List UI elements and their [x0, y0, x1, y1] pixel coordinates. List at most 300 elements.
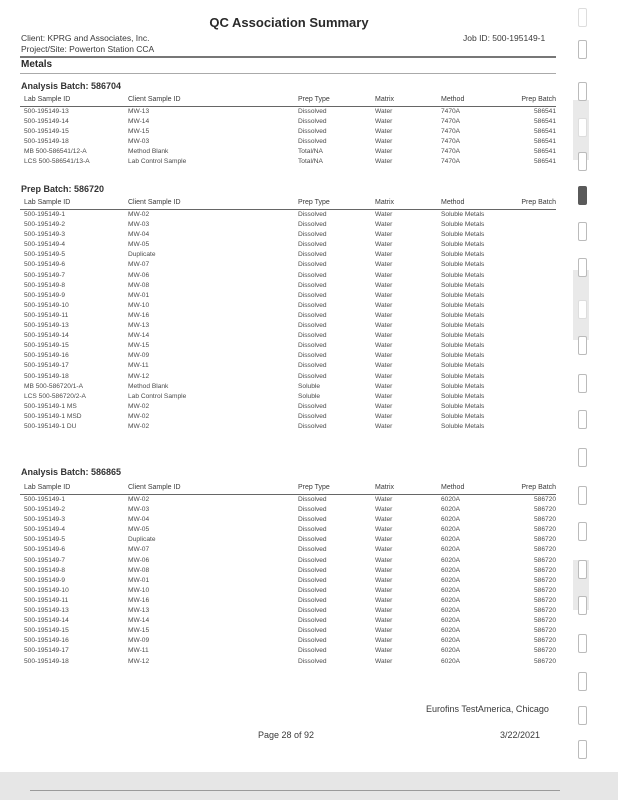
table-row	[20, 147, 556, 157]
cell-method: 7470A	[441, 158, 461, 166]
table-row	[20, 311, 556, 321]
table-row	[20, 566, 556, 576]
cell-lab-sample-id: 500-195149-8	[24, 281, 66, 289]
table-row	[20, 250, 556, 260]
cell-method: 6020A	[441, 566, 461, 574]
cell-matrix: Water	[375, 627, 393, 635]
cell-method: Soluble Metals	[441, 352, 485, 360]
section-tab[interactable]	[578, 672, 587, 691]
page-edge-line	[30, 790, 560, 791]
table-row	[20, 515, 556, 525]
cell-lab-sample-id: 500-195149-18	[24, 372, 69, 380]
section-tab[interactable]	[578, 410, 587, 429]
cell-client-sample-id: Duplicate	[128, 536, 156, 544]
cell-matrix: Water	[375, 332, 393, 340]
cell-matrix: Water	[375, 506, 393, 514]
client-name: Client: KPRG and Associates, Inc.	[21, 33, 150, 43]
cell-lab-sample-id: 500-195149-10	[24, 301, 69, 309]
cell-client-sample-id: MW-11	[128, 362, 149, 370]
column-header-client-sample-id: Client Sample ID	[128, 199, 181, 206]
cell-lab-sample-id: LCS 500-586720/2-A	[24, 392, 86, 400]
cell-client-sample-id: MW-15	[128, 128, 150, 136]
batch-table	[20, 483, 556, 667]
section-tab[interactable]	[578, 258, 587, 277]
column-header-client-sample-id: Client Sample ID	[128, 96, 181, 103]
cell-prep-type: Dissolved	[298, 231, 327, 239]
cell-matrix: Water	[375, 128, 393, 136]
cell-client-sample-id: MW-03	[128, 506, 150, 514]
cell-lab-sample-id: 500-195149-16	[24, 637, 69, 645]
cell-client-sample-id: MW-13	[128, 322, 150, 330]
cell-method: 7470A	[441, 128, 461, 136]
header-divider	[20, 56, 556, 58]
cell-prep-type: Dissolved	[298, 506, 327, 514]
cell-prep-batch: 586720	[533, 617, 556, 625]
cell-prep-type: Total/NA	[298, 158, 323, 166]
cell-client-sample-id: Lab Control Sample	[128, 158, 187, 166]
cell-lab-sample-id: 500-195149-17	[24, 647, 69, 655]
cell-matrix: Water	[375, 352, 393, 360]
table-row	[20, 525, 556, 535]
cell-matrix: Water	[375, 586, 393, 594]
cell-lab-sample-id: MB 500-586541/12-A	[24, 148, 87, 156]
cell-prep-batch: 586720	[533, 647, 556, 655]
table-row	[20, 422, 556, 432]
cell-client-sample-id: MW-01	[128, 291, 150, 299]
cell-client-sample-id: MW-13	[128, 108, 150, 115]
cell-method: 6020A	[441, 536, 461, 544]
cell-method: Soluble Metals	[441, 342, 485, 350]
cell-client-sample-id: MW-05	[128, 526, 150, 534]
cell-prep-type: Dissolved	[298, 138, 327, 146]
section-tab-strip	[573, 0, 618, 772]
cell-method: 6020A	[441, 516, 461, 524]
cell-prep-type: Dissolved	[298, 576, 327, 584]
cell-matrix: Water	[375, 556, 393, 564]
cell-client-sample-id: MW-02	[128, 402, 150, 410]
cell-method: Soluble Metals	[441, 211, 485, 218]
cell-lab-sample-id: 500-195149-7	[24, 271, 66, 279]
cell-prep-type: Soluble	[298, 392, 320, 400]
cell-method: 6020A	[441, 556, 461, 564]
cell-method: 6020A	[441, 576, 461, 584]
table-row	[20, 535, 556, 545]
table-row	[20, 291, 556, 301]
table-row	[20, 321, 556, 331]
cell-matrix: Water	[375, 647, 393, 655]
cell-client-sample-id: MW-16	[128, 311, 150, 319]
cell-method: 7470A	[441, 108, 461, 115]
cell-client-sample-id: MW-02	[128, 211, 150, 218]
cell-matrix: Water	[375, 402, 393, 410]
column-header-lab-sample-id: Lab Sample ID	[24, 484, 71, 491]
column-header-lab-sample-id: Lab Sample ID	[24, 96, 71, 103]
cell-matrix: Water	[375, 566, 393, 574]
cell-prep-batch: 586720	[533, 607, 556, 615]
cell-client-sample-id: MW-08	[128, 281, 150, 289]
cell-matrix: Water	[375, 322, 393, 330]
table-row	[20, 281, 556, 291]
cell-prep-type: Dissolved	[298, 627, 327, 635]
cell-prep-batch: 586541	[533, 158, 556, 166]
cell-method: 6020A	[441, 586, 461, 594]
cell-matrix: Water	[375, 301, 393, 309]
cell-prep-batch: 586541	[533, 118, 556, 126]
section-tab[interactable]	[578, 300, 587, 319]
table-row	[20, 137, 556, 147]
cell-prep-type: Dissolved	[298, 118, 327, 126]
cell-client-sample-id: MW-06	[128, 271, 150, 279]
cell-prep-type: Dissolved	[298, 637, 327, 645]
cell-client-sample-id: MW-10	[128, 586, 150, 594]
cell-matrix: Water	[375, 311, 393, 319]
cell-prep-type: Dissolved	[298, 546, 327, 554]
cell-matrix: Water	[375, 657, 393, 665]
cell-prep-type: Dissolved	[298, 221, 327, 229]
table-row	[20, 341, 556, 351]
table-row	[20, 107, 556, 117]
cell-matrix: Water	[375, 637, 393, 645]
cell-lab-sample-id: 500-195149-3	[24, 516, 66, 524]
cell-matrix: Water	[375, 231, 393, 239]
cell-matrix: Water	[375, 261, 393, 269]
cell-client-sample-id: MW-02	[128, 422, 150, 430]
cell-client-sample-id: MW-07	[128, 261, 150, 269]
table-row	[20, 616, 556, 626]
section-tab[interactable]	[578, 222, 587, 241]
cell-matrix: Water	[375, 241, 393, 249]
cell-lab-sample-id: 500-195149-5	[24, 251, 66, 259]
column-header-lab-sample-id: Lab Sample ID	[24, 199, 71, 206]
cell-lab-sample-id: 500-195149-9	[24, 291, 66, 299]
cell-client-sample-id: MW-05	[128, 241, 150, 249]
section-tab[interactable]	[578, 634, 587, 653]
cell-method: 6020A	[441, 546, 461, 554]
cell-method: 7470A	[441, 148, 461, 156]
cell-prep-batch: 586720	[533, 546, 556, 554]
table-header	[20, 483, 556, 495]
section-tab[interactable]	[578, 522, 587, 541]
cell-lab-sample-id: 500-195149-13	[24, 607, 69, 615]
cell-matrix: Water	[375, 546, 393, 554]
cell-client-sample-id: MW-03	[128, 138, 150, 146]
cell-prep-batch: 586720	[533, 657, 556, 665]
table-row	[20, 117, 556, 127]
cell-prep-type: Dissolved	[298, 281, 327, 289]
table-row	[20, 636, 556, 646]
table-row	[20, 271, 556, 281]
table-header	[20, 95, 556, 107]
section-tab-active[interactable]	[578, 186, 587, 205]
cell-client-sample-id: MW-11	[128, 647, 149, 655]
cell-matrix: Water	[375, 221, 393, 229]
table-row	[20, 646, 556, 656]
table-row	[20, 545, 556, 555]
cell-prep-batch: 586720	[533, 596, 556, 604]
table-row	[20, 240, 556, 250]
section-tab[interactable]	[578, 740, 587, 759]
cell-prep-type: Dissolved	[298, 322, 327, 330]
cell-lab-sample-id: 500-195149-13	[24, 322, 69, 330]
section-tab[interactable]	[578, 560, 587, 579]
table-row	[20, 372, 556, 382]
cell-client-sample-id: MW-12	[128, 657, 150, 665]
cell-matrix: Water	[375, 118, 393, 126]
cell-client-sample-id: Method Blank	[128, 148, 169, 156]
cell-matrix: Water	[375, 516, 393, 524]
cell-prep-type: Dissolved	[298, 596, 327, 604]
section-tab[interactable]	[578, 448, 587, 467]
cell-matrix: Water	[375, 108, 393, 115]
cell-prep-type: Dissolved	[298, 241, 327, 249]
cell-lab-sample-id: 500-195149-7	[24, 556, 66, 564]
cell-prep-type: Dissolved	[298, 586, 327, 594]
cell-matrix: Water	[375, 607, 393, 615]
cell-client-sample-id: MW-03	[128, 221, 150, 229]
cell-prep-type: Dissolved	[298, 657, 327, 665]
cell-client-sample-id: Method Blank	[128, 382, 169, 390]
cell-client-sample-id: MW-04	[128, 516, 150, 524]
table-row	[20, 220, 556, 230]
cell-prep-type: Dissolved	[298, 516, 327, 524]
cell-matrix: Water	[375, 362, 393, 370]
cell-lab-sample-id: 500-195149-11	[24, 596, 69, 604]
column-header-prep-type: Prep Type	[298, 199, 330, 206]
cell-method: 6020A	[441, 617, 461, 625]
cell-method: 6020A	[441, 496, 461, 503]
cell-prep-type: Dissolved	[298, 332, 327, 340]
cell-method: Soluble Metals	[441, 271, 485, 279]
cell-method: 6020A	[441, 637, 461, 645]
cell-client-sample-id: MW-14	[128, 118, 150, 126]
cell-matrix: Water	[375, 158, 393, 166]
cell-matrix: Water	[375, 617, 393, 625]
cell-prep-batch: 586720	[533, 566, 556, 574]
cell-matrix: Water	[375, 291, 393, 299]
cell-lab-sample-id: 500-195149-6	[24, 261, 66, 269]
cell-prep-batch: 586720	[533, 496, 556, 503]
cell-lab-sample-id: 500-195149-1	[24, 496, 66, 503]
cell-lab-sample-id: 500-195149-9	[24, 576, 66, 584]
cell-method: Soluble Metals	[441, 311, 485, 319]
column-header-prep-batch: Prep Batch	[521, 484, 556, 491]
cell-lab-sample-id: 500-195149-11	[24, 311, 69, 319]
table-row	[20, 331, 556, 341]
cell-lab-sample-id: 500-195149-2	[24, 506, 66, 514]
section-tab[interactable]	[578, 82, 587, 101]
column-header-matrix: Matrix	[375, 96, 395, 103]
cell-client-sample-id: MW-02	[128, 412, 150, 420]
cell-method: Soluble Metals	[441, 422, 485, 430]
cell-lab-sample-id: 500-195149-13	[24, 108, 69, 115]
section-tab[interactable]	[578, 374, 587, 393]
cell-client-sample-id: MW-15	[128, 342, 150, 350]
cell-prep-type: Dissolved	[298, 536, 327, 544]
cell-lab-sample-id: 500-195149-10	[24, 586, 69, 594]
cell-prep-type: Dissolved	[298, 211, 327, 218]
column-header-matrix: Matrix	[375, 484, 395, 491]
cell-client-sample-id: MW-12	[128, 372, 150, 380]
section-tab[interactable]	[578, 118, 587, 137]
cell-lab-sample-id: 500-195149-18	[24, 657, 69, 665]
cell-matrix: Water	[375, 148, 393, 156]
cell-client-sample-id: MW-04	[128, 231, 150, 239]
cell-matrix: Water	[375, 271, 393, 279]
table-row	[20, 210, 556, 220]
cell-prep-type: Dissolved	[298, 412, 327, 420]
cell-client-sample-id: MW-02	[128, 496, 150, 503]
cell-lab-sample-id: 500-195149-1	[24, 211, 66, 218]
column-header-matrix: Matrix	[375, 199, 395, 206]
table-row	[20, 576, 556, 586]
cell-method: Soluble Metals	[441, 251, 485, 259]
section-tab[interactable]	[578, 8, 587, 27]
cell-prep-batch: 586541	[533, 148, 556, 156]
project-site: Project/Site: Powerton Station CCA	[21, 44, 155, 54]
cell-prep-type: Dissolved	[298, 496, 327, 503]
cell-matrix: Water	[375, 281, 393, 289]
cell-lab-sample-id: LCS 500-586541/13-A	[24, 158, 90, 166]
cell-prep-type: Dissolved	[298, 422, 327, 430]
column-header-prep-type: Prep Type	[298, 96, 330, 103]
table-row	[20, 157, 556, 167]
cell-client-sample-id: MW-13	[128, 607, 150, 615]
table-row	[20, 596, 556, 606]
cell-matrix: Water	[375, 526, 393, 534]
cell-lab-sample-id: 500-195149-2	[24, 221, 66, 229]
cell-lab-sample-id: 500-195149-18	[24, 138, 69, 146]
cell-client-sample-id: MW-09	[128, 637, 150, 645]
cell-lab-sample-id: 500-195149-1 MSD	[24, 412, 82, 420]
cell-lab-sample-id: 500-195149-14	[24, 617, 69, 625]
cell-method: Soluble Metals	[441, 382, 485, 390]
table-row	[20, 586, 556, 596]
job-id: Job ID: 500-195149-1	[463, 33, 546, 43]
cell-matrix: Water	[375, 576, 393, 584]
cell-method: Soluble Metals	[441, 301, 485, 309]
column-header-method: Method	[441, 484, 465, 491]
table-header	[20, 198, 556, 210]
table-row	[20, 351, 556, 361]
cell-method: Soluble Metals	[441, 372, 485, 380]
table-row	[20, 127, 556, 137]
cell-prep-type: Dissolved	[298, 617, 327, 625]
cell-prep-batch: 586720	[533, 556, 556, 564]
cell-client-sample-id: MW-16	[128, 596, 150, 604]
table-row	[20, 626, 556, 636]
cell-client-sample-id: MW-14	[128, 617, 150, 625]
section-title: Metals	[21, 59, 53, 70]
cell-client-sample-id: MW-08	[128, 566, 150, 574]
section-tab[interactable]	[578, 706, 587, 725]
cell-prep-type: Dissolved	[298, 362, 327, 370]
cell-matrix: Water	[375, 596, 393, 604]
cell-prep-batch: 586720	[533, 516, 556, 524]
batch-table	[20, 95, 556, 168]
cell-method: 6020A	[441, 647, 461, 655]
table-row	[20, 260, 556, 270]
cell-client-sample-id: Duplicate	[128, 251, 156, 259]
section-tab[interactable]	[578, 336, 587, 355]
cell-method: 6020A	[441, 607, 461, 615]
cell-prep-type: Dissolved	[298, 607, 327, 615]
section-tab[interactable]	[578, 486, 587, 505]
cell-method: Soluble Metals	[441, 362, 485, 370]
table-row	[20, 402, 556, 412]
cell-method: Soluble Metals	[441, 231, 485, 239]
report-date: 3/22/2021	[500, 730, 541, 740]
cell-matrix: Water	[375, 138, 393, 146]
section-tab[interactable]	[578, 152, 587, 171]
cell-prep-batch: 586720	[533, 526, 556, 534]
cell-client-sample-id: MW-07	[128, 546, 150, 554]
section-tab[interactable]	[578, 40, 587, 59]
cell-method: Soluble Metals	[441, 402, 485, 410]
cell-prep-type: Dissolved	[298, 251, 327, 259]
cell-prep-type: Dissolved	[298, 647, 327, 655]
cell-prep-type: Dissolved	[298, 556, 327, 564]
cell-method: 7470A	[441, 138, 461, 146]
column-header-method: Method	[441, 96, 465, 103]
section-divider	[20, 73, 556, 74]
cell-prep-type: Soluble	[298, 382, 320, 390]
table-row	[20, 495, 556, 505]
batch-title: Analysis Batch: 586865	[21, 467, 122, 477]
cell-lab-sample-id: 500-195149-15	[24, 627, 69, 635]
cell-prep-type: Dissolved	[298, 108, 327, 115]
cell-method: 6020A	[441, 526, 461, 534]
cell-lab-sample-id: 500-195149-14	[24, 118, 69, 126]
cell-lab-sample-id: 500-195149-4	[24, 526, 66, 534]
cell-prep-type: Dissolved	[298, 301, 327, 309]
table-row	[20, 606, 556, 616]
column-header-prep-batch: Prep Batch	[521, 199, 556, 206]
viewer-background	[0, 772, 618, 800]
table-row	[20, 361, 556, 371]
cell-lab-sample-id: MB 500-586720/1-A	[24, 382, 84, 390]
cell-method: 6020A	[441, 627, 461, 635]
batch-title: Prep Batch: 586720	[21, 184, 105, 194]
table-row	[20, 382, 556, 392]
cell-matrix: Water	[375, 342, 393, 350]
cell-matrix: Water	[375, 422, 393, 430]
cell-method: Soluble Metals	[441, 241, 485, 249]
cell-method: Soluble Metals	[441, 221, 485, 229]
table-row	[20, 301, 556, 311]
cell-lab-sample-id: 500-195149-15	[24, 128, 69, 136]
cell-prep-type: Dissolved	[298, 402, 327, 410]
cell-matrix: Water	[375, 412, 393, 420]
cell-client-sample-id: MW-10	[128, 301, 150, 309]
cell-prep-type: Total/NA	[298, 148, 323, 156]
cell-prep-type: Dissolved	[298, 261, 327, 269]
cell-lab-sample-id: 500-195149-16	[24, 352, 69, 360]
cell-method: Soluble Metals	[441, 291, 485, 299]
cell-matrix: Water	[375, 392, 393, 400]
cell-method: Soluble Metals	[441, 412, 485, 420]
cell-matrix: Water	[375, 536, 393, 544]
cell-client-sample-id: MW-06	[128, 556, 150, 564]
batch-table	[20, 198, 556, 432]
cell-method: 6020A	[441, 596, 461, 604]
cell-prep-type: Dissolved	[298, 128, 327, 136]
cell-method: Soluble Metals	[441, 332, 485, 340]
cell-matrix: Water	[375, 382, 393, 390]
cell-lab-sample-id: 500-195149-6	[24, 546, 66, 554]
table-row	[20, 230, 556, 240]
section-tab[interactable]	[578, 596, 587, 615]
cell-method: 7470A	[441, 118, 461, 126]
